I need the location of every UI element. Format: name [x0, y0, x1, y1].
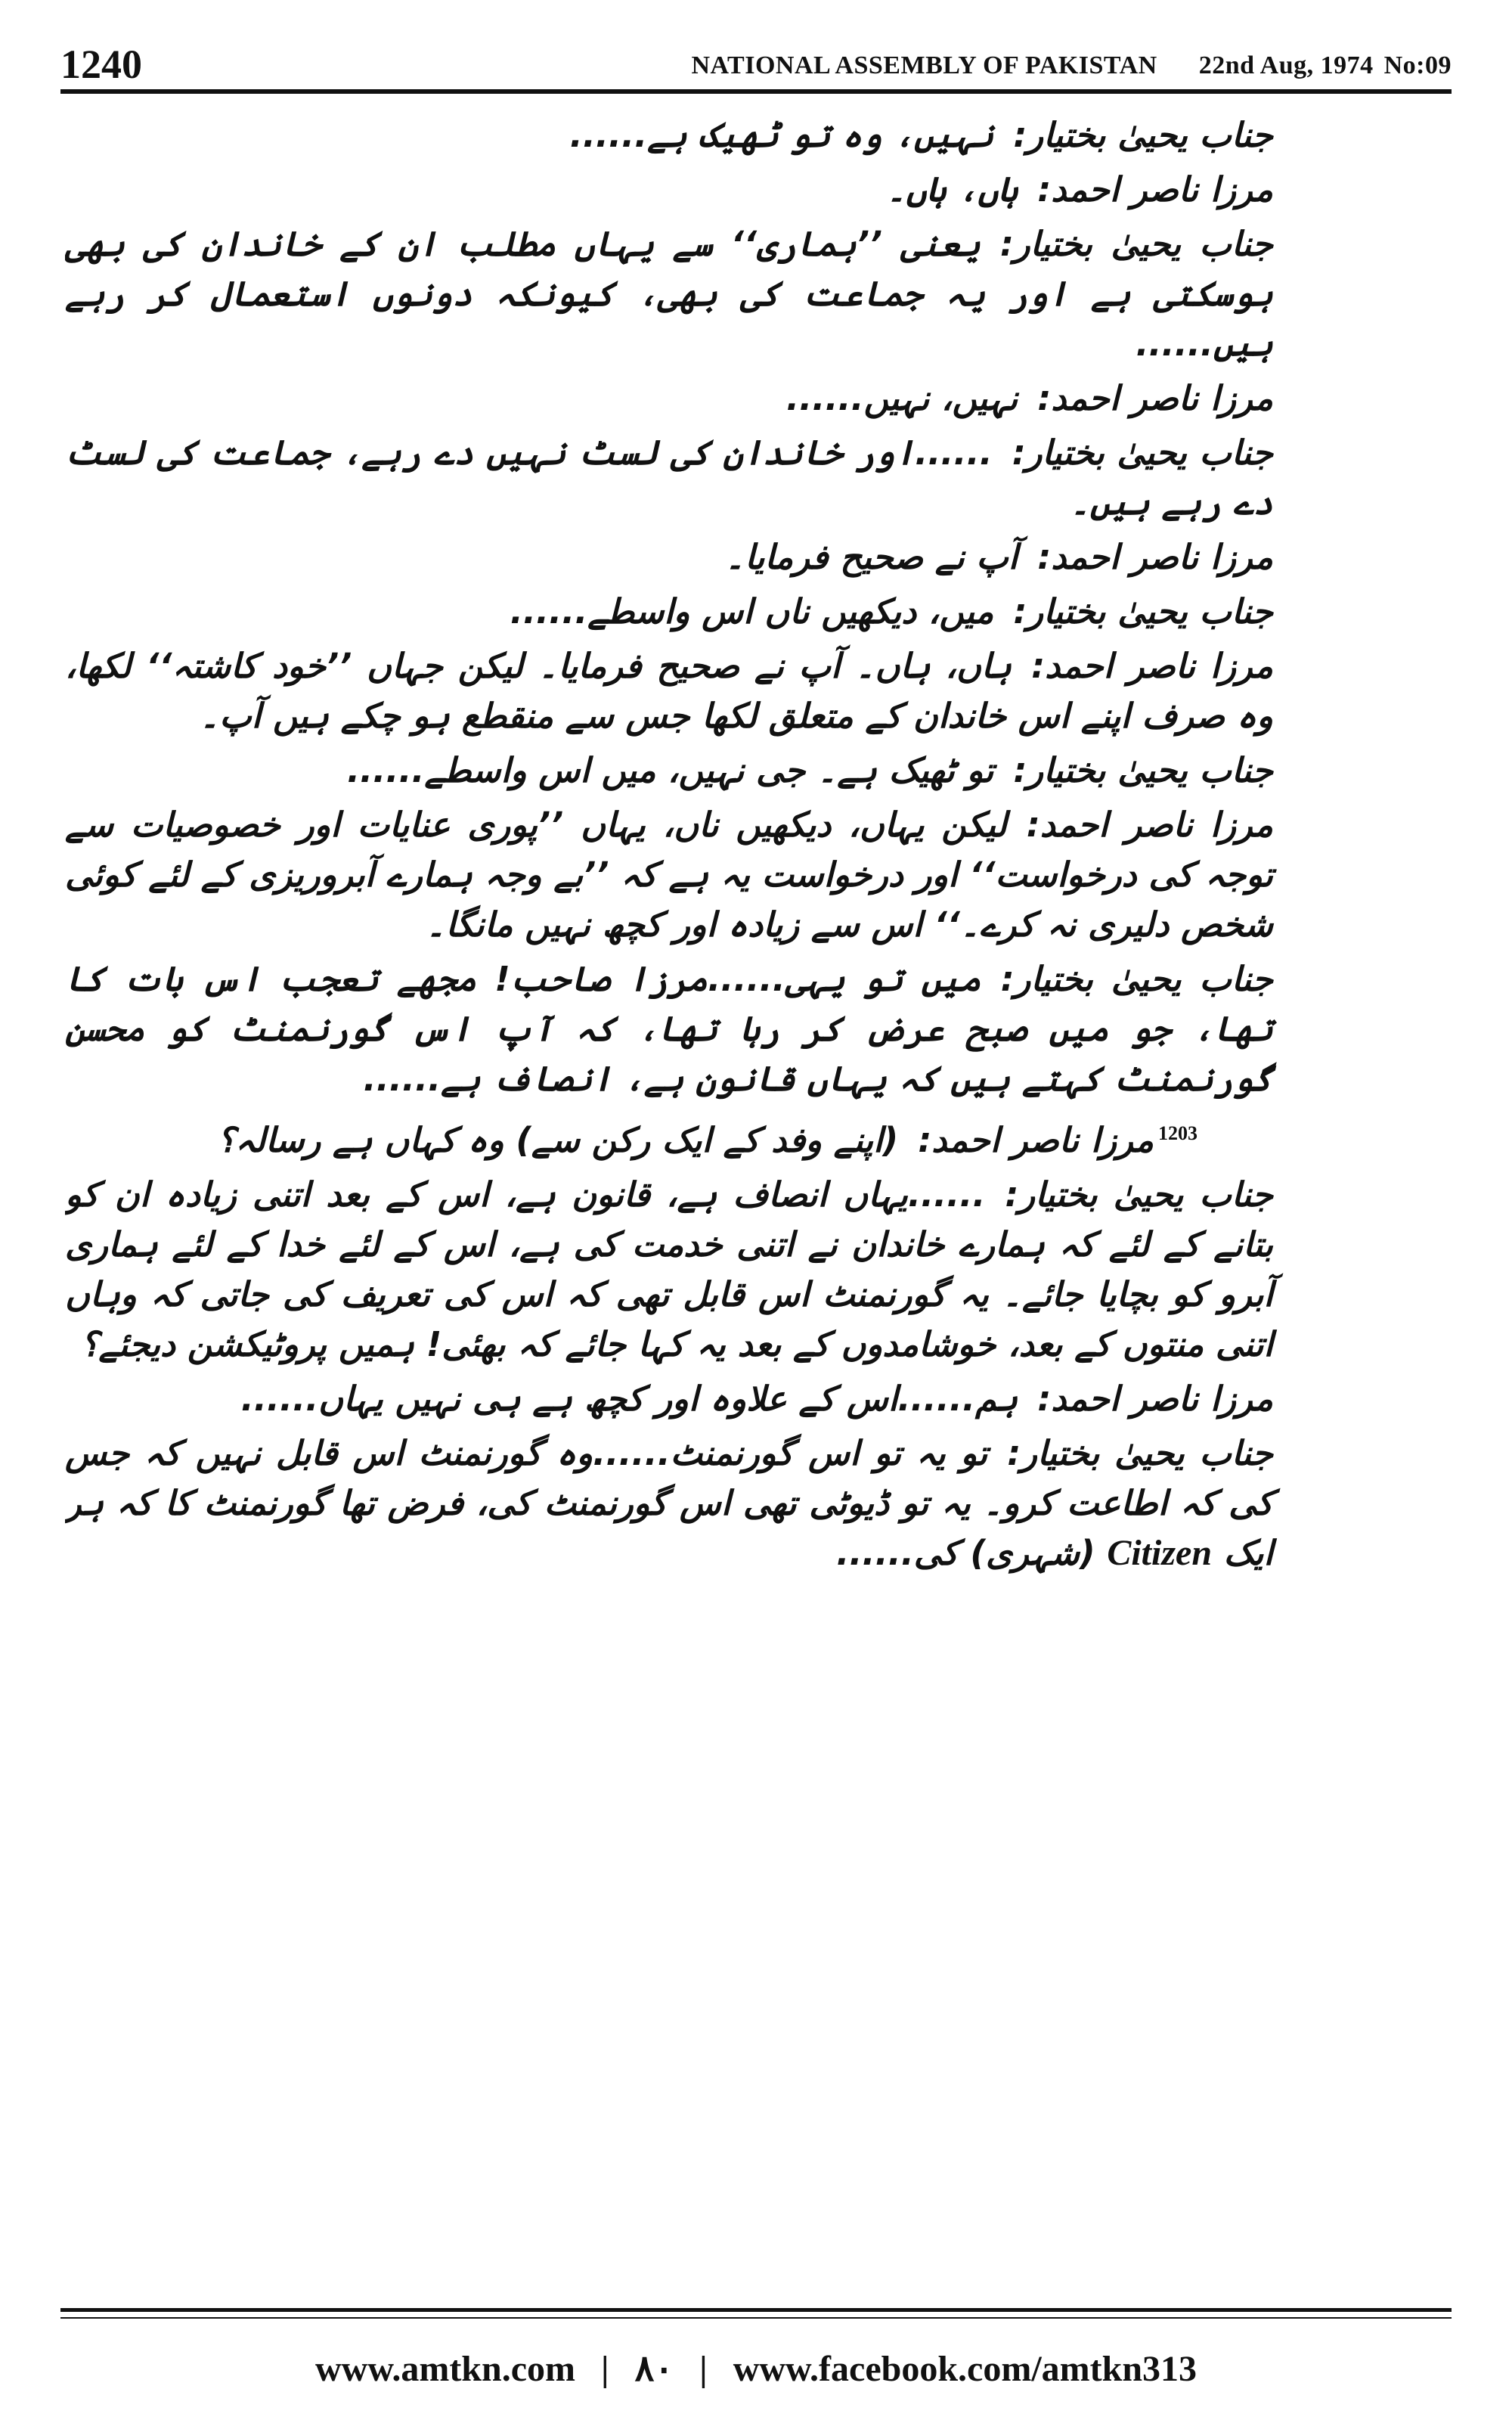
speech-text: ......یہاں انصاف ہے، قانون ہے، اس کے بعد اتنی زیادہ ان کو بتانے کے لئے کہ ہمارے خاندان نے اتنی خدمت کی ہے، اس کے لئے خدا کے لئے ہماری آبرو کو بچایا جائے۔ یہ گورنمنٹ اس قابل تھی کہ اس کی تعریف کی جاتی کہ وہاں اتنی منتوں کے بعد، خوشامدوں کے بعد یہ کہا جائے کہ بھئی! ہمیں پروٹیکشن دیجئے؟ [65, 1174, 1273, 1364]
publication-title: NATIONAL ASSEMBLY OF PAKISTAN [691, 51, 1157, 79]
speech-text: تو یہ تو اس گورنمنٹ......وہ گورنمنٹ اس قابل نہیں کہ جس کی کہ اطاعت کرو۔ یہ تو ڈیوٹی تھی اس گورنمنٹ کی، فرض تھا گورنمنٹ کا کہ ہر ایک [65, 1433, 1273, 1573]
paragraph-12 [65, 1109, 1447, 1165]
paragraph-3 [65, 219, 1447, 369]
paragraph-9 [65, 746, 1447, 796]
speaker-name: جناب یحییٰ بختیار : [1004, 591, 1273, 631]
speaker-name: مرزا ناصر احمد : [909, 1120, 1154, 1160]
speaker-name: مرزا ناصر احمد : [1022, 646, 1273, 686]
speech-text: تو ٹھیک ہے۔ جی نہیں، میں اس واسطے...... [346, 750, 994, 790]
header-rule [60, 89, 1452, 94]
speech-text: ہم......اس کے علاوہ اور کچھ ہے ہی نہیں یہاں...... [240, 1379, 1018, 1419]
speaker-name: مرزا ناصر احمد : [1028, 537, 1273, 577]
speaker-name: جناب یحییٰ بختیار : [1004, 750, 1273, 790]
paragraph-2 [65, 165, 1447, 215]
transcript-body [65, 110, 1447, 2237]
paragraph-8 [65, 641, 1447, 741]
speaker-name: مرزا ناصر احمد : [1028, 1379, 1273, 1419]
speaker-name: جناب یحییٰ بختیار : [1004, 115, 1273, 155]
publication-date: 22nd Aug, 1974 [1198, 51, 1374, 79]
facebook-link[interactable]: www.facebook.com/amtkn313 [733, 2348, 1198, 2389]
paragraph-7 [65, 587, 1447, 637]
speaker-name: جناب یحییٰ بختیار : [991, 224, 1273, 264]
paragraph-11 [65, 954, 1447, 1104]
speaker-name: جناب یحییٰ بختیار : [996, 1174, 1273, 1215]
speech-text: ہاں، ہاں۔ آپ نے صحیح فرمایا۔ لیکن جہاں ’’خود کاشتہ‘‘ لکھا، وہ صرف اپنے اس خاندان کے متعلق لکھا جس سے منقطع ہو چکے ہیں آپ۔ [65, 646, 1273, 736]
paragraph-14 [65, 1374, 1447, 1424]
speech-text-continued: (شہری) کی...... [836, 1533, 1095, 1573]
speech-text: نہیں، نہیں...... [786, 378, 1018, 418]
speaker-name: جناب یحییٰ بختیار : [992, 959, 1273, 999]
paragraph-13 [65, 1170, 1447, 1370]
page-footer [60, 2338, 1452, 2399]
footer-separator: | [600, 2348, 609, 2389]
issue-number: No:09 [1383, 51, 1452, 79]
page-number: 1240 [60, 42, 142, 87]
speaker-name: جناب یحییٰ بختیار : [998, 1433, 1273, 1473]
paragraph-4 [65, 374, 1447, 424]
speech-text: ......اور خاندان کی لسٹ نہیں دے رہے، جماعت کی لسٹ دے رہے ہیں۔ [65, 433, 1273, 523]
footer-rule-thin [60, 2317, 1452, 2319]
paragraph-15 [65, 1429, 1447, 1578]
page-header [60, 24, 1452, 85]
speech-text: نہیں، وہ تو ٹھیک ہے...... [569, 115, 994, 155]
speech-text: ہاں، ہاں۔ [886, 169, 1018, 209]
speaker-name: مرزا ناصر احمد : [1028, 169, 1273, 209]
speech-text: یعنی ’’ہماری‘‘ سے یہاں مطلب ان کے خاندان کی بھی ہوسکتی ہے اور یہ جماعت کی بھی، کیونکہ دونوں استعمال کر رہے ہیں...... [65, 224, 1273, 364]
reference-number: 1203 [1158, 1122, 1198, 1144]
speaker-name: مرزا ناصر احمد : [1018, 805, 1273, 845]
paragraph-1 [65, 110, 1447, 160]
footer-page-number: ۸۰ [634, 2349, 674, 2389]
footer-separator: | [699, 2348, 708, 2389]
speech-text: (اپنے وفد کے ایک رکن سے) وہ کہاں ہے رسالہ؟ [217, 1120, 899, 1160]
speaker-name: جناب یحییٰ بختیار : [1003, 433, 1273, 473]
speech-text: میں تو یہی......مرزا صاحب! مجھے تعجب اس بات کا تھا، جو میں صبح عرض کر رہا تھا، کہ آپ اس گورنمنٹ کو محسن گورنمنٹ کہتے ہیں کہ یہاں قانون ہے، انصاف ہے...... [65, 959, 1273, 1099]
speech-text: آپ نے صحیح فرمایا۔ [724, 537, 1018, 577]
speaker-name: مرزا ناصر احمد : [1028, 378, 1273, 418]
speech-text: لیکن یہاں، دیکھیں ناں، یہاں ’’پوری عنایات اور خصوصیات سے توجہ کی درخواست‘‘ اور درخواست یہ ہے کہ ’’بے وجہ ہمارے آبروریزی کے لئے کوئی شخص دلیری نہ کرے۔‘‘ اس سے زیادہ اور کچھ نہیں مانگا۔ [65, 805, 1273, 945]
website-link[interactable]: www.amtkn.com [314, 2348, 575, 2389]
latin-term: Citizen [1107, 1533, 1213, 1573]
paragraph-6 [65, 532, 1447, 582]
speech-text: میں، دیکھیں ناں اس واسطے...... [510, 591, 994, 631]
paragraph-5 [65, 428, 1447, 528]
footer-rule [60, 2308, 1452, 2312]
header-info [656, 51, 1452, 85]
paragraph-10 [65, 800, 1447, 950]
